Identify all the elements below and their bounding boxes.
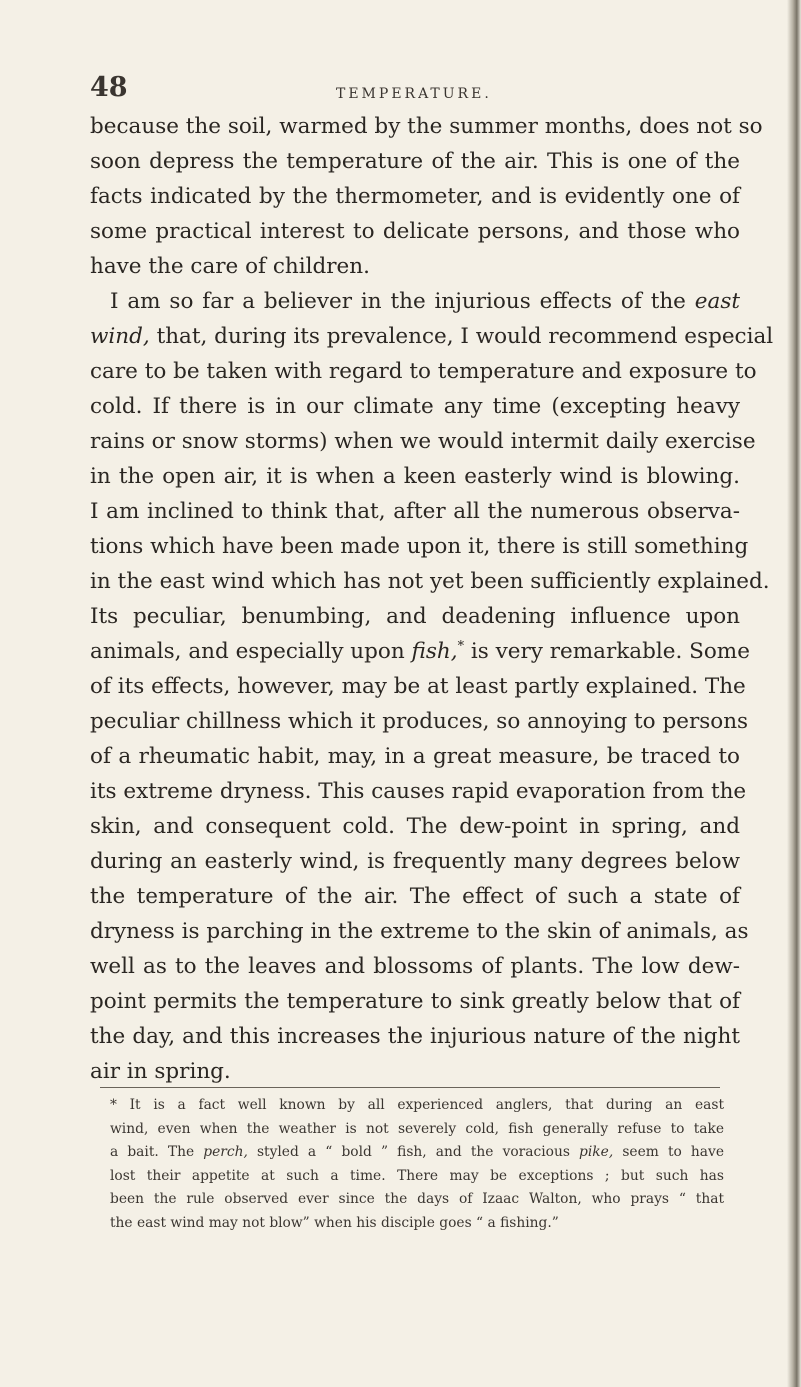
body-line [90,319,774,354]
body-line [90,1019,740,1054]
body-line [90,389,740,424]
footnote-line [110,1094,724,1118]
body-line [90,1054,740,1089]
text-run: Its peculiar, benumbing, and deadening influence upon [90,604,740,629]
body-line [90,424,756,459]
italic-text: pike, [579,1144,614,1160]
body-line [90,914,749,949]
footnote-line [110,1212,724,1236]
body-line [90,844,740,879]
body-line [90,109,763,144]
body-line [90,809,740,844]
body-line [90,529,749,564]
text-run: facts indicated by the thermometer, and is evidently one of [90,184,740,209]
body-line [90,949,740,984]
italic-text: fish, [411,639,458,664]
body-text [90,109,774,1089]
body-line [90,179,740,214]
text-run: skin, and consequent cold. The dew-point in spring, and [90,814,740,839]
text-run: styled a “ bold ” fish, and the voracious [247,1144,580,1160]
text-run: lost their appetite at such a time. There may be exceptions ; but such has [110,1167,724,1184]
body-line [90,669,746,704]
footnote-line [110,1141,724,1165]
text-run: rains or snow storms) when we would intermit daily exercise [90,429,756,454]
text-run: soon depress the temperature of the air. This is one of the [90,149,740,174]
text-run: of a rheumatic habit, may, in a great measure, be traced to [90,744,740,769]
text-run: that, during its prevalence, I would recommend especial [149,324,774,349]
text-run: because the soil, warmed by the summer months, does not so [90,114,763,139]
text-run: I am inclined to think that, after all the numerous observa- [90,499,740,524]
text-run: point permits the temperature to sink greatly below that of [90,989,740,1014]
text-run: of its effects, however, may be at least partly explained. The [90,674,746,699]
body-line [90,284,740,319]
text-run: cold. If there is in our climate any time (excepting heavy [90,394,740,419]
body-line [90,459,740,494]
page-edge-shadow [787,0,801,1387]
text-run: wind, even when the weather is not severely cold, fish generally refuse to take [110,1120,724,1137]
body-line [90,599,740,634]
italic-text: east [694,289,740,314]
text-run: the east wind may not blow” when his disciple goes “ a fishing.” [110,1214,559,1231]
text-run: tions which have been made upon it, there is still something [90,534,749,559]
body-line [90,249,740,284]
text-run: dryness is parching in the extreme to the skin of animals, as [90,919,749,944]
text-run: care to be taken with regard to temperature and exposure to [90,359,757,384]
text-run: peculiar chillness which it produces, so annoying to persons [90,709,749,734]
text-run: seem to have [613,1144,724,1160]
body-line [90,564,770,599]
body-line [90,704,749,739]
text-run: well as to the leaves and blossoms of plants. The low dew- [90,954,740,979]
text-run: in the open air, it is when a keen easterly wind is blowing. [90,464,740,489]
italic-text: perch, [203,1144,248,1160]
text-run: I am so far a believer in the injurious effects of the [110,289,695,314]
text-run: have the care of children. [90,254,370,279]
page-number: 48 [90,72,128,103]
body-line [90,774,747,809]
body-line [90,144,740,179]
body-line [90,879,740,914]
text-run: animals, and especially upon [90,639,412,664]
text-run: air in spring. [90,1059,231,1084]
body-line [90,354,757,389]
text-run: * It is a fact well known by all experienced anglers, that during an east [110,1097,724,1113]
running-head: TEMPERATURE. [336,86,492,102]
text-run: during an easterly wind, is frequently many degrees below [90,849,740,874]
text-run: in the east wind which has not yet been sufficiently explained. [90,569,770,594]
footnote-line [110,1188,724,1212]
text-run: been the rule observed ever since the days of Izaac Walton, who prays “ that [110,1191,724,1207]
text-run: the day, and this increases the injurious nature of the night [90,1024,740,1049]
text-run: a bait. The [110,1144,204,1160]
italic-text: wind, [90,324,150,349]
footnote [110,1094,724,1235]
body-line [90,494,740,529]
text-run: the temperature of the air. The effect of such a state of [90,884,740,909]
text-run: some practical interest to delicate persons, and those who [90,219,740,244]
footnote-rule [100,1087,720,1088]
body-line [90,739,740,774]
footnote-marker: * [457,638,465,654]
text-run: is very remarkable. Some [464,639,750,664]
footnote-line [110,1118,724,1142]
body-line [90,214,740,249]
text-run: its extreme dryness. This causes rapid evaporation from the [90,779,747,804]
body-line [90,984,740,1019]
page-header [90,72,730,108]
body-line [90,634,750,669]
footnote-line [110,1165,724,1189]
